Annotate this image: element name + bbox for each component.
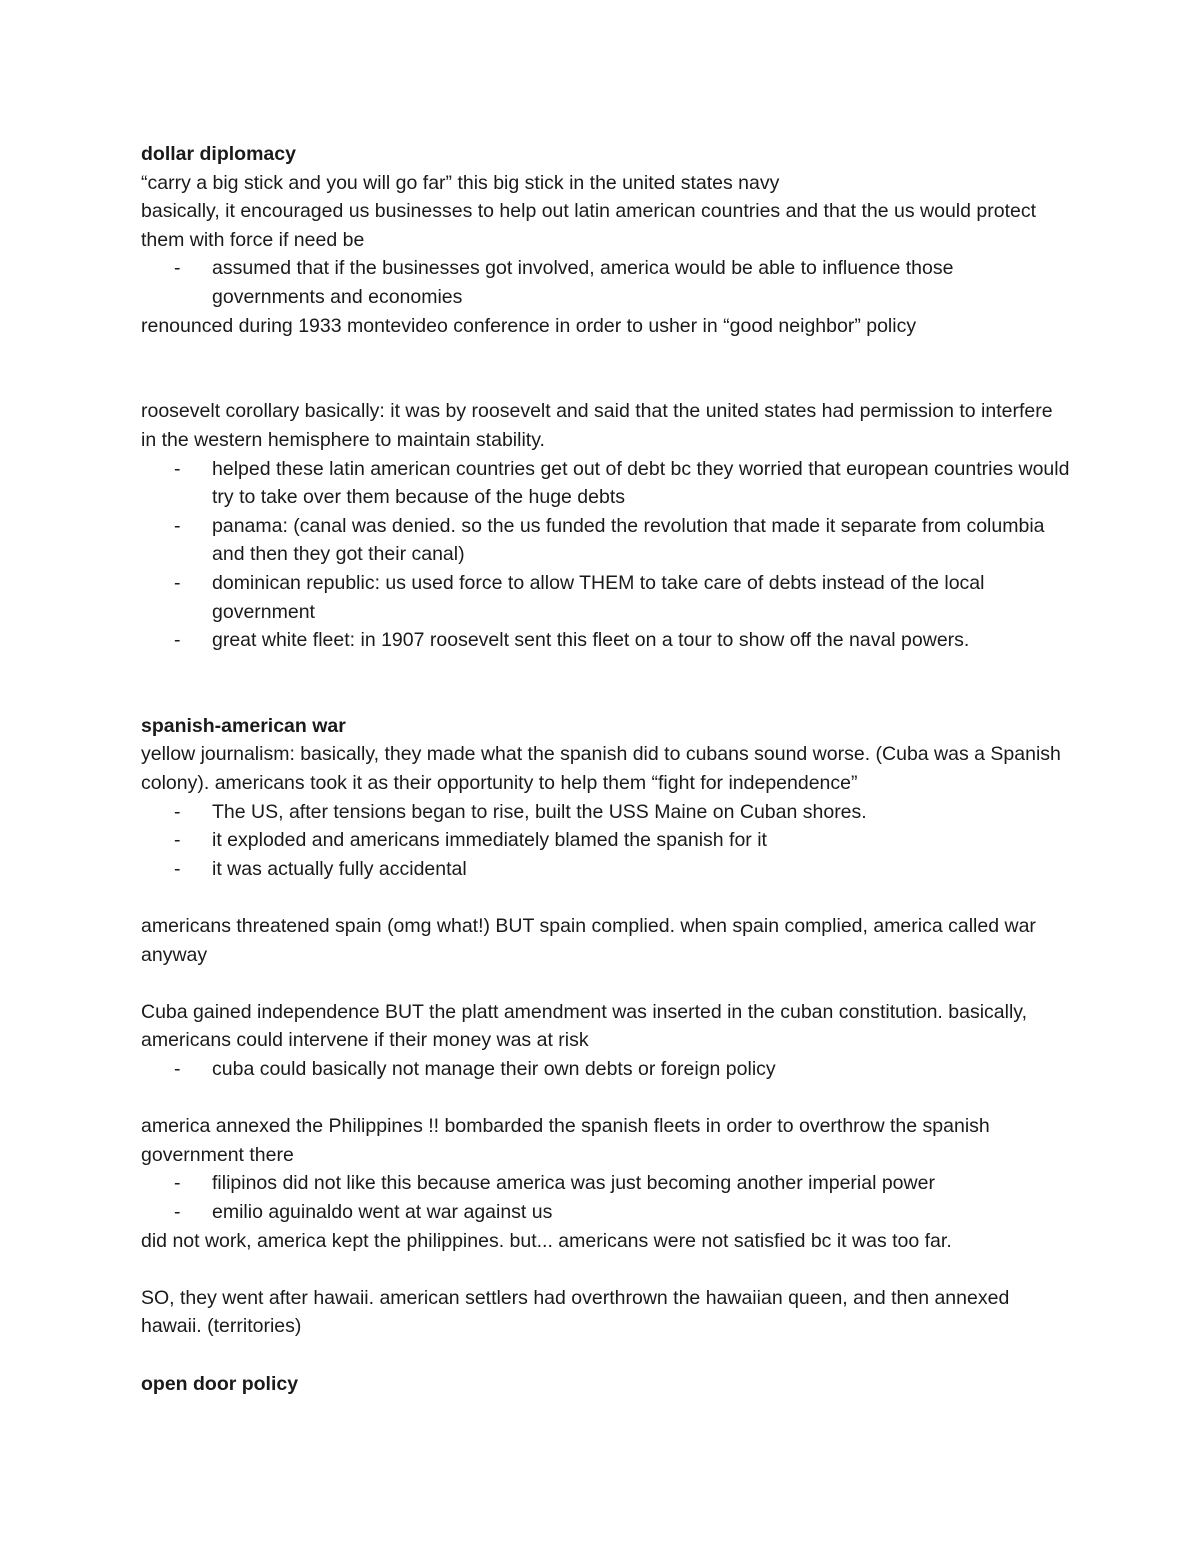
dash-bullet: - — [174, 1200, 181, 1223]
paragraph-yellow-journalism: yellow journalism: basically, they made what the spanish did to cubans sound worse. (Cuba was a Spanish colony). americans took it as their opportunity to help them “fight for independence” — [141, 743, 1061, 795]
list-item — [141, 1055, 1071, 1084]
spacer — [141, 1341, 1071, 1370]
paragraph-roosevelt-corollary: roosevelt corollary basically: it was by roosevelt and said that the united states had permission to interfere in the western hemisphere to maintain stability. — [141, 400, 1053, 451]
dash-bullet: - — [174, 829, 181, 852]
list-item-text: great white fleet: in 1907 roosevelt sent this fleet on a tour to show off the naval powers. — [212, 629, 970, 652]
list-item-text: assumed that if the businesses got involved, america would be able to influence those governments and economies — [212, 257, 954, 308]
dash-bullet: - — [174, 571, 181, 594]
list-item — [141, 1169, 1071, 1198]
paragraph-threatened-spain: americans threatened spain (omg what!) BUT spain complied. when spain complied, america called war anyway — [141, 915, 1036, 966]
list-item-text: filipinos did not like this because america was just becoming another imperial power — [212, 1172, 935, 1195]
list-item-text: The US, after tensions began to rise, built the USS Maine on Cuban shores. — [212, 800, 867, 823]
list-item — [141, 826, 1071, 855]
bullet-list-roosevelt — [141, 455, 1071, 655]
list-item — [141, 569, 1071, 626]
paragraph-did-not-work: did not work, america kept the philippines. but... americans were not satisfied bc it was too far. — [141, 1229, 952, 1252]
spacer — [141, 655, 1071, 712]
list-item-text: dominican republic: us used force to allow THEM to take care of debts instead of the local government — [212, 571, 985, 623]
dash-bullet: - — [174, 800, 181, 823]
list-item — [141, 455, 1071, 512]
dash-bullet: - — [174, 1058, 181, 1080]
list-item — [141, 254, 1071, 311]
list-item — [141, 1198, 1071, 1227]
section-heading-dollar-diplomacy: dollar diplomacy — [141, 143, 296, 165]
list-item — [141, 626, 1071, 655]
list-item — [141, 798, 1071, 827]
paragraph-hawaii: SO, they went after hawaii. american settlers had overthrown the hawaiian queen, and then annexed hawaii. (territories) — [141, 1286, 1010, 1338]
list-item-text: helped these latin american countries get out of debt bc they worried that european countries would try to take over them because of the huge debts — [212, 457, 1070, 509]
spacer — [141, 340, 1071, 397]
paragraph-philippines: america annexed the Philippines !! bombarded the spanish fleets in order to overthrow the spanish government there — [141, 1115, 990, 1166]
list-item — [141, 512, 1071, 569]
dash-bullet: - — [174, 629, 181, 652]
spacer — [141, 883, 1071, 912]
section-heading-spanish-american-war: spanish-american war — [141, 714, 346, 737]
list-item-text: it exploded and americans immediately blamed the spanish for it — [212, 829, 767, 852]
bullet-list-philippines — [141, 1169, 1071, 1226]
dash-bullet: - — [174, 857, 181, 880]
dash-bullet: - — [174, 257, 181, 280]
section-heading-open-door-policy: open door policy — [141, 1372, 299, 1395]
list-item-text: emilio aguinaldo went at war against us — [212, 1200, 553, 1223]
list-item-text: it was actually fully accidental — [212, 857, 467, 880]
paragraph-platt-amendment: Cuba gained independence BUT the platt amendment was inserted in the cuban constitution. basically, americans could intervene if their money was at risk — [141, 1000, 1028, 1052]
bullet-list-dollar — [141, 254, 1071, 311]
bullet-list-cuba — [141, 1055, 1071, 1084]
dash-bullet: - — [174, 514, 181, 537]
list-item-text: panama: (canal was denied. so the us funded the revolution that made it separate from columbia and then they got their canal) — [212, 514, 1045, 566]
paragraph-encouraged-businesses: basically, it encouraged us businesses to help out latin american countries and that the us would protect them with force if need be — [141, 200, 1037, 251]
dash-bullet: - — [174, 1172, 181, 1195]
bullet-list-uss-maine — [141, 798, 1071, 884]
spacer — [141, 1084, 1071, 1113]
dash-bullet: - — [174, 457, 181, 480]
document-page — [141, 140, 1071, 1398]
spacer — [141, 1255, 1071, 1284]
spacer — [141, 969, 1071, 998]
paragraph-big-stick: “carry a big stick and you will go far” this big stick in the united states navy — [141, 171, 780, 194]
paragraph-renounced: renounced during 1933 montevideo conference in order to usher in “good neighbor” policy — [141, 314, 917, 337]
list-item — [141, 855, 1071, 884]
list-item-text: cuba could basically not manage their own debts or foreign policy — [212, 1058, 776, 1080]
